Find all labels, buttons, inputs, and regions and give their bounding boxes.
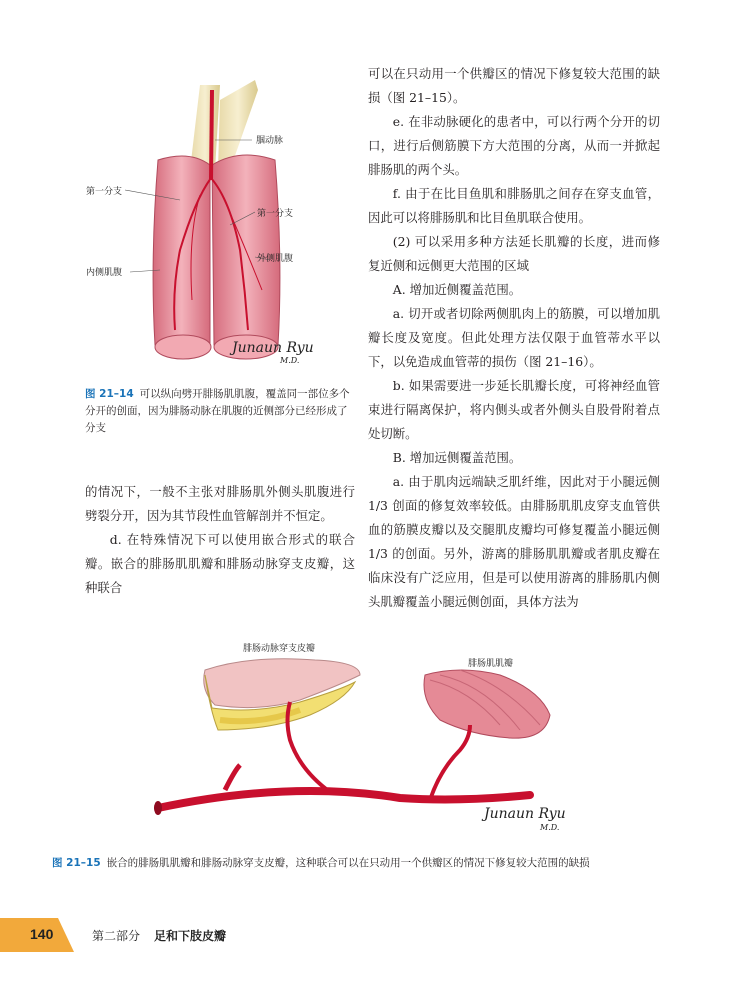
artist-signature-2-degree: M.D. [540, 823, 560, 832]
left-column-text [85, 480, 355, 600]
footer-part: 第二部分 [92, 929, 141, 943]
label-perforator-flap: 腓肠动脉穿支皮瓣 [243, 644, 316, 654]
label-first-branch-right: 第一分支 [257, 209, 294, 219]
caption-text: 嵌合的腓肠肌肌瓣和腓肠动脉穿支皮瓣，这种联合可以在只动用一个供瓣区的情况下修复较大范围的缺损 [106, 857, 590, 869]
paragraph: a. 切开或者切除两侧肌肉上的筋膜，可以增加肌瓣长度及宽度。但此处理方法仅限于血管蒂水平以下，以免造成血管蒂的损伤（图 21–16）。 [368, 306, 660, 369]
paragraph: b. 如果需要进一步延长肌瓣长度，可将神经血管束进行隔离保护，将内侧头或者外侧头自股骨附着点处切断。 [368, 378, 660, 441]
label-medial-belly: 内侧肌腹 [86, 268, 123, 278]
paragraph: e. 在非动脉硬化的患者中，可以行两个分开的切口，进行后侧筋膜下方大范围的分离，从而一并掀起腓肠肌的两个头。 [368, 114, 660, 177]
caption-number: 图 21–14 [85, 388, 134, 400]
figure-21-14-caption [85, 386, 355, 437]
label-muscle-flap: 腓肠肌肌瓣 [468, 659, 514, 669]
paragraph: f. 由于在比目鱼肌和腓肠肌之间存在穿支血管，因此可以将腓肠肌和比目鱼肌联合使用。 [368, 186, 660, 225]
label-lateral-belly: 外侧肌腹 [257, 254, 294, 264]
paragraph: (2) 可以采用多种方法延长肌瓣的长度，进而修复近侧和远侧更大范围的区域 [368, 234, 660, 273]
caption-number: 图 21–15 [52, 857, 101, 869]
running-footer [92, 927, 226, 944]
artist-signature: Junaun Ryu [232, 340, 314, 356]
paragraph: A. 增加近侧覆盖范围。 [392, 282, 522, 297]
figure-21-15-caption [52, 855, 692, 872]
footer-title: 足和下肢皮瓣 [154, 929, 227, 943]
label-popliteal-artery: 腘动脉 [256, 136, 284, 146]
paragraph: B. 增加远侧覆盖范围。 [392, 450, 522, 465]
paragraph: a. 由于肌肉远端缺乏肌纤维，因此对于小腿远侧 1/3 创面的修复效率较低。由腓肠肌肌皮穿支血管供血的筋膜皮瓣以及交腿肌皮瓣均可修复覆盖小腿远侧 1/3 的创面。另外，游离的腓肠肌肌瓣或者肌皮瓣在临床没有广泛应用，但是可以使用游离的腓肠肌内侧头肌瓣覆盖小腿远侧创面，具体方法为 [368, 474, 660, 609]
artist-signature-2: Junaun Ryu [484, 806, 566, 822]
caption-text: 可以纵向劈开腓肠肌肌腹，覆盖同一部位多个分开的创面，因为腓肠动脉在肌腹的近侧部分已经形成了分支 [85, 388, 350, 434]
paragraph: d. 在特殊情况下可以使用嵌合形式的联合瓣。嵌合的腓肠肌肌瓣和腓肠动脉穿支皮瓣，这种联合 [85, 532, 355, 595]
popliteal-artery [211, 90, 212, 180]
page-number: 140 [30, 926, 54, 942]
artist-signature-degree: M.D. [280, 356, 300, 365]
right-column-text [368, 62, 660, 614]
muscle-branch [430, 725, 470, 800]
paragraph: 可以在只动用一个供瓣区的情况下修复较大范围的缺损（图 21–15）。 [368, 66, 660, 105]
muscle-flap-shape [424, 670, 550, 738]
medial-cut-end [155, 335, 211, 359]
label-first-branch-left: 第一分支 [86, 187, 123, 197]
main-artery [158, 791, 530, 808]
figure-21-14-illustration [80, 60, 350, 380]
artery-stub [225, 765, 240, 790]
paragraph: 的情况下，一般不主张对腓肠肌外侧头肌腹进行劈裂分开，因为其节段性血管解剖并不恒定。 [85, 484, 355, 523]
medial-head-shape [153, 156, 210, 353]
artery-cut-end [154, 801, 162, 815]
